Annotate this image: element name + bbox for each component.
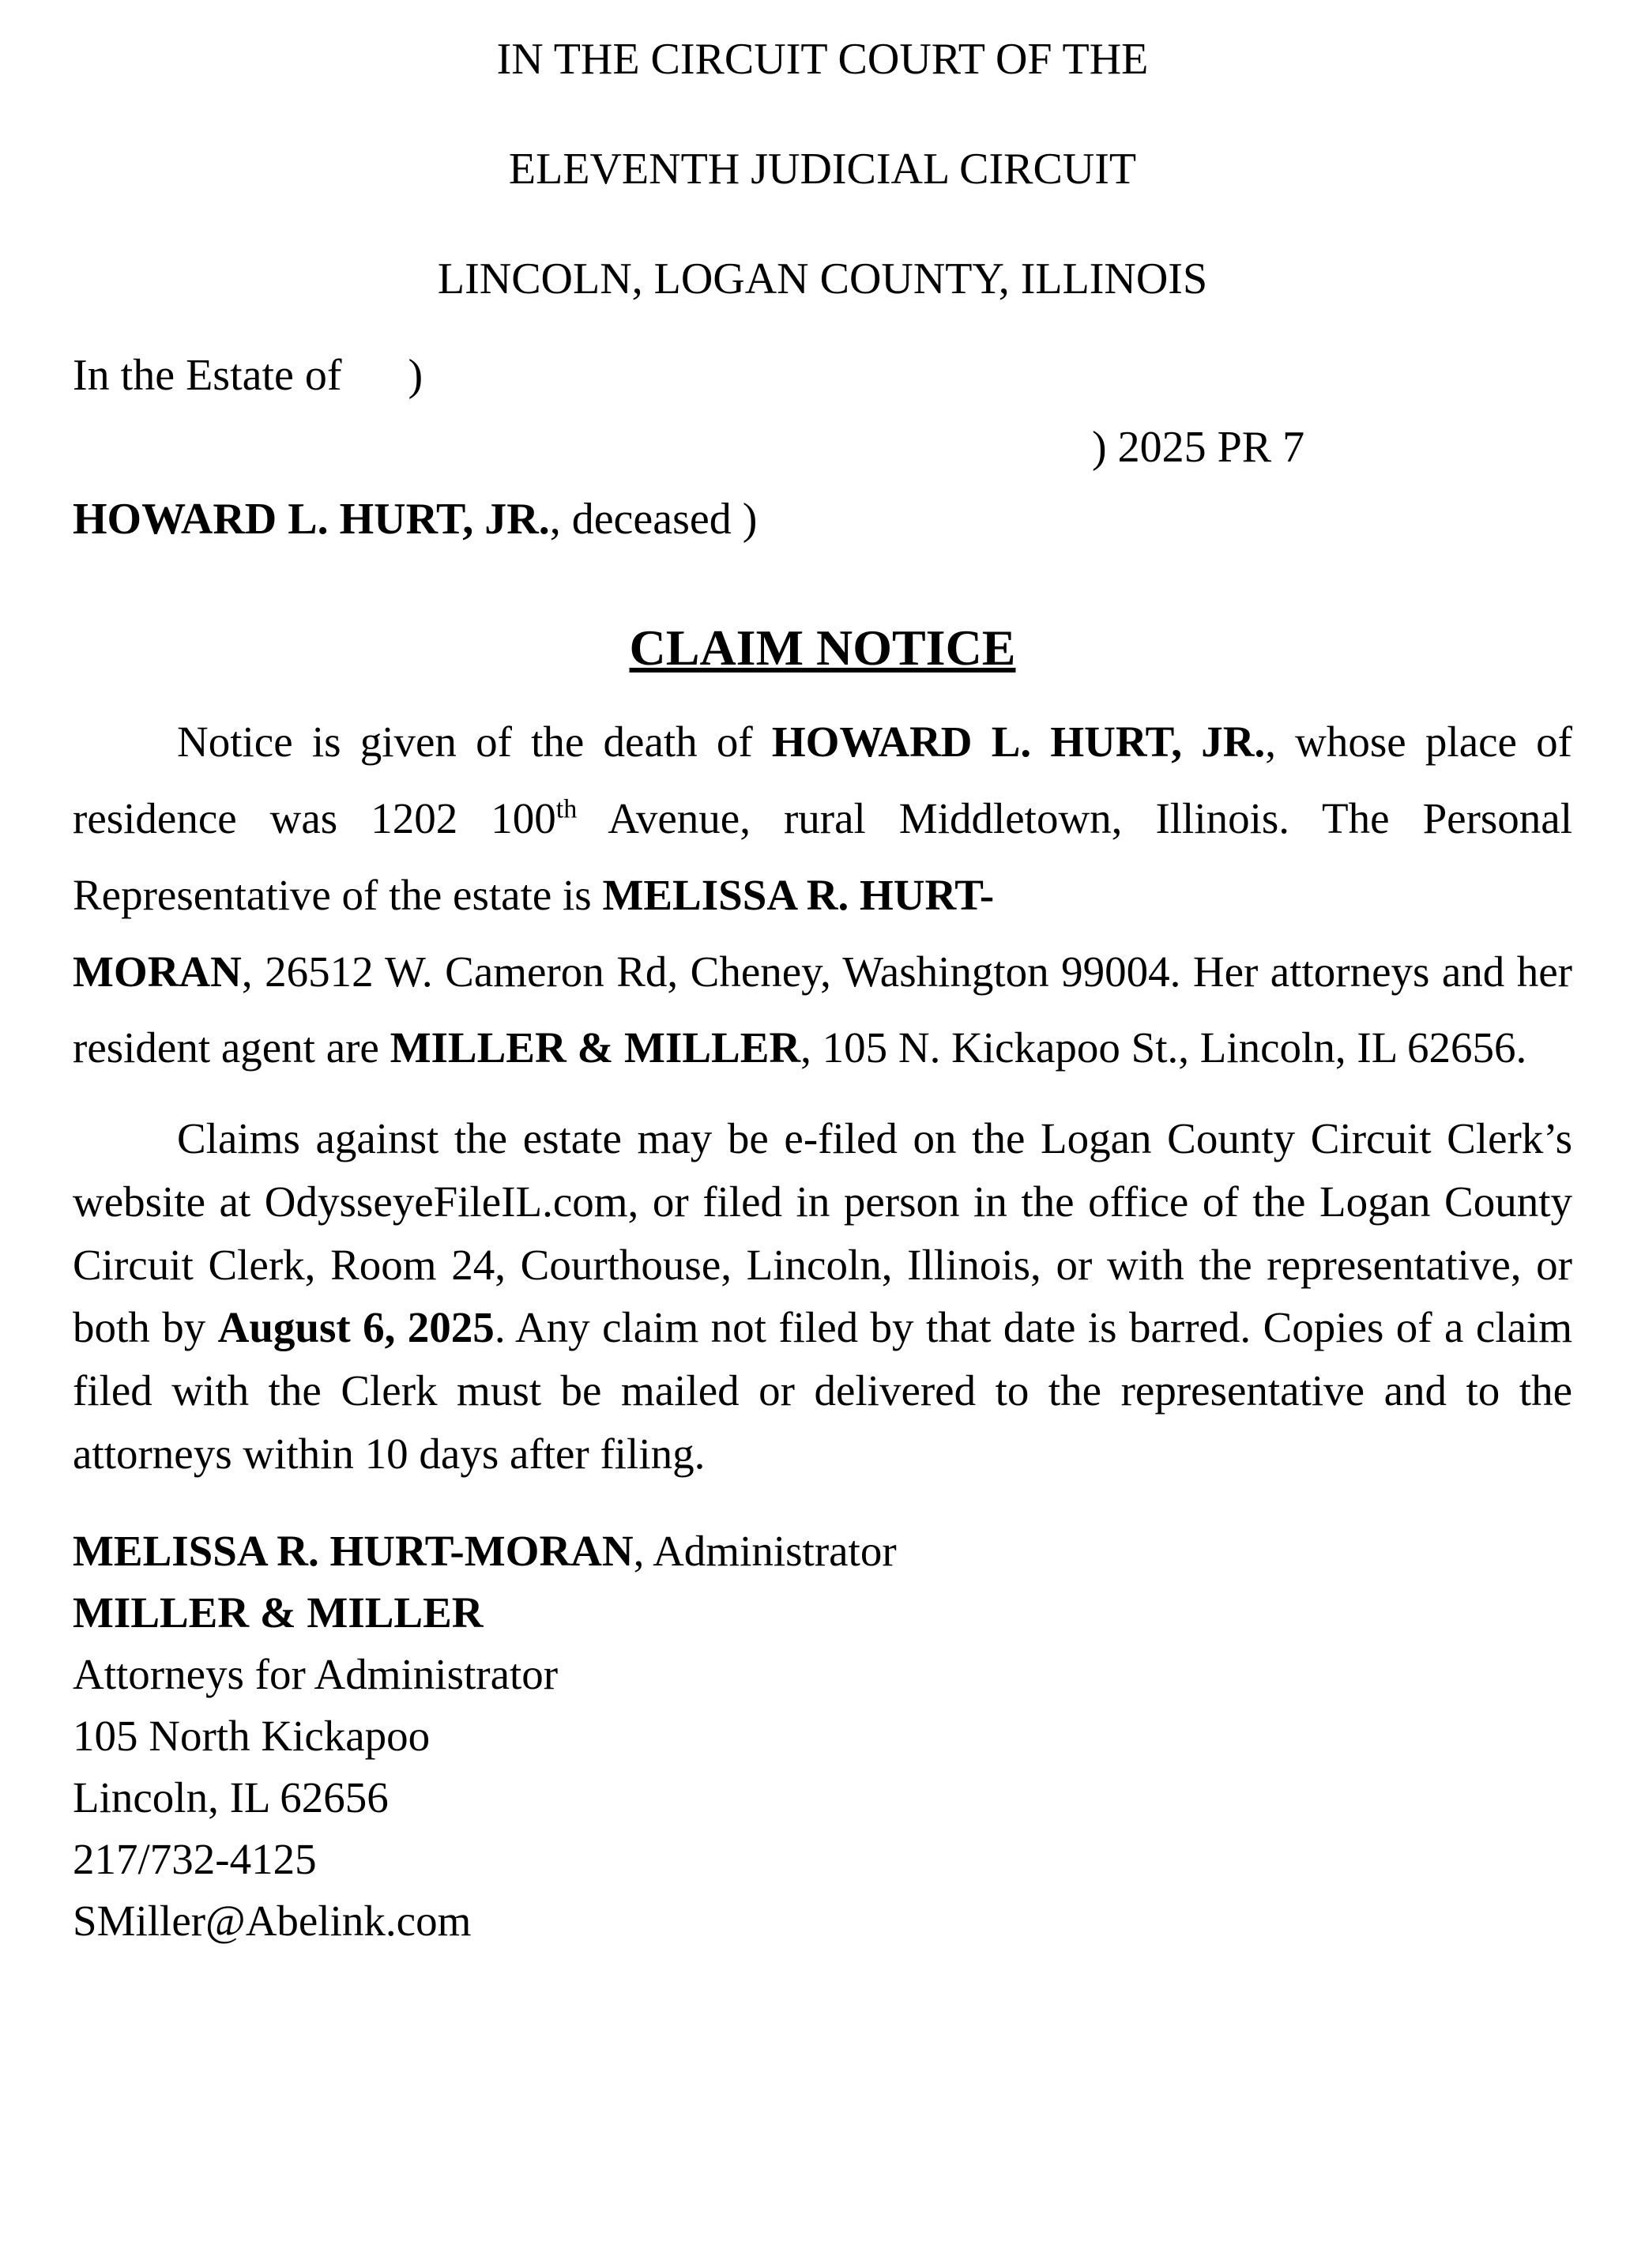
- caption-paren: ): [408, 350, 423, 400]
- decedent-name: HOWARD L. HURT, JR.: [73, 494, 550, 544]
- p2-text-1: Claims against the estate may be e-filed on the Logan County Circuit Clerk’s website at OdysseyeFileIL.com, or filed in person in the office of the Logan County Circuit Clerk, Room 24, Courthouse, Lincoln, Illinois, or with the representative, or both by: [73, 1114, 1572, 1352]
- phone-number: 217/732-4125: [73, 1835, 317, 1884]
- law-firm-name: MILLER & MILLER: [73, 1588, 484, 1637]
- p2-claim-deadline-date: August 6, 2025: [217, 1303, 495, 1352]
- p1-text-4: , 26512 W. Cameron Rd, Cheney, Washington 99004. Her attorneys and her resident agent are: [73, 947, 1572, 1072]
- administrator-name: MELISSA R. HURT-MORAN: [73, 1526, 634, 1575]
- p1-representative-name-part2: MORAN: [73, 947, 242, 996]
- p1-representative-name-part1: MELISSA R. HURT-: [602, 870, 995, 919]
- p1-text-1: Notice is given of the death of: [177, 718, 772, 767]
- case-number: ) 2025 PR 7: [1092, 422, 1305, 472]
- court-name-line-1: IN THE CIRCUIT COURT OF THE: [496, 35, 1149, 84]
- address-street: 105 North Kickapoo: [73, 1711, 431, 1760]
- document-title: CLAIM NOTICE: [629, 620, 1016, 676]
- p2-text-2: . Any claim not filed by that date is barred. Copies of a claim filed with the Clerk must be mailed or delivered to the representative and to the attorneys within 10 days after filing.: [73, 1303, 1572, 1478]
- notice-of-death-paragraph: [73, 704, 1572, 1087]
- caption-decedent-line: [73, 493, 1572, 546]
- court-name-line-3: LINCOLN, LOGAN COUNTY, ILLINOIS: [437, 254, 1208, 304]
- estate-of-text: In the Estate of: [73, 350, 342, 400]
- caption-estate-line: [73, 349, 1572, 402]
- signature-block: [73, 1520, 1572, 1953]
- email-address: SMiller@Abelink.com: [73, 1897, 472, 1946]
- administrator-line: [73, 1520, 1572, 1582]
- case-caption: [73, 349, 1572, 547]
- p1-text-3: Avenue, rural Middletown, Illinois. The Personal Representative of the estate is: [73, 793, 1572, 919]
- administrator-title: , Administrator: [633, 1526, 897, 1575]
- address-city: Lincoln, IL 62656: [73, 1773, 389, 1822]
- decedent-deceased-text: , deceased ): [549, 494, 758, 544]
- ordinal-superscript: th: [555, 794, 578, 824]
- p1-text-5: , 105 N. Kickapoo St., Lincoln, IL 62656.: [800, 1023, 1527, 1072]
- p1-law-firm-name: MILLER & MILLER: [390, 1023, 801, 1072]
- attorneys-role-line: Attorneys for Administrator: [73, 1649, 559, 1698]
- p1-text-2: , whose place of residence was 1202 100: [73, 718, 1572, 842]
- court-name-line-2: ELEVENTH JUDICIAL CIRCUIT: [508, 145, 1137, 194]
- p1-decedent-name: HOWARD L. HURT, JR.: [771, 718, 1266, 767]
- claims-instructions-paragraph: [73, 1107, 1572, 1486]
- court-header: [73, 33, 1572, 307]
